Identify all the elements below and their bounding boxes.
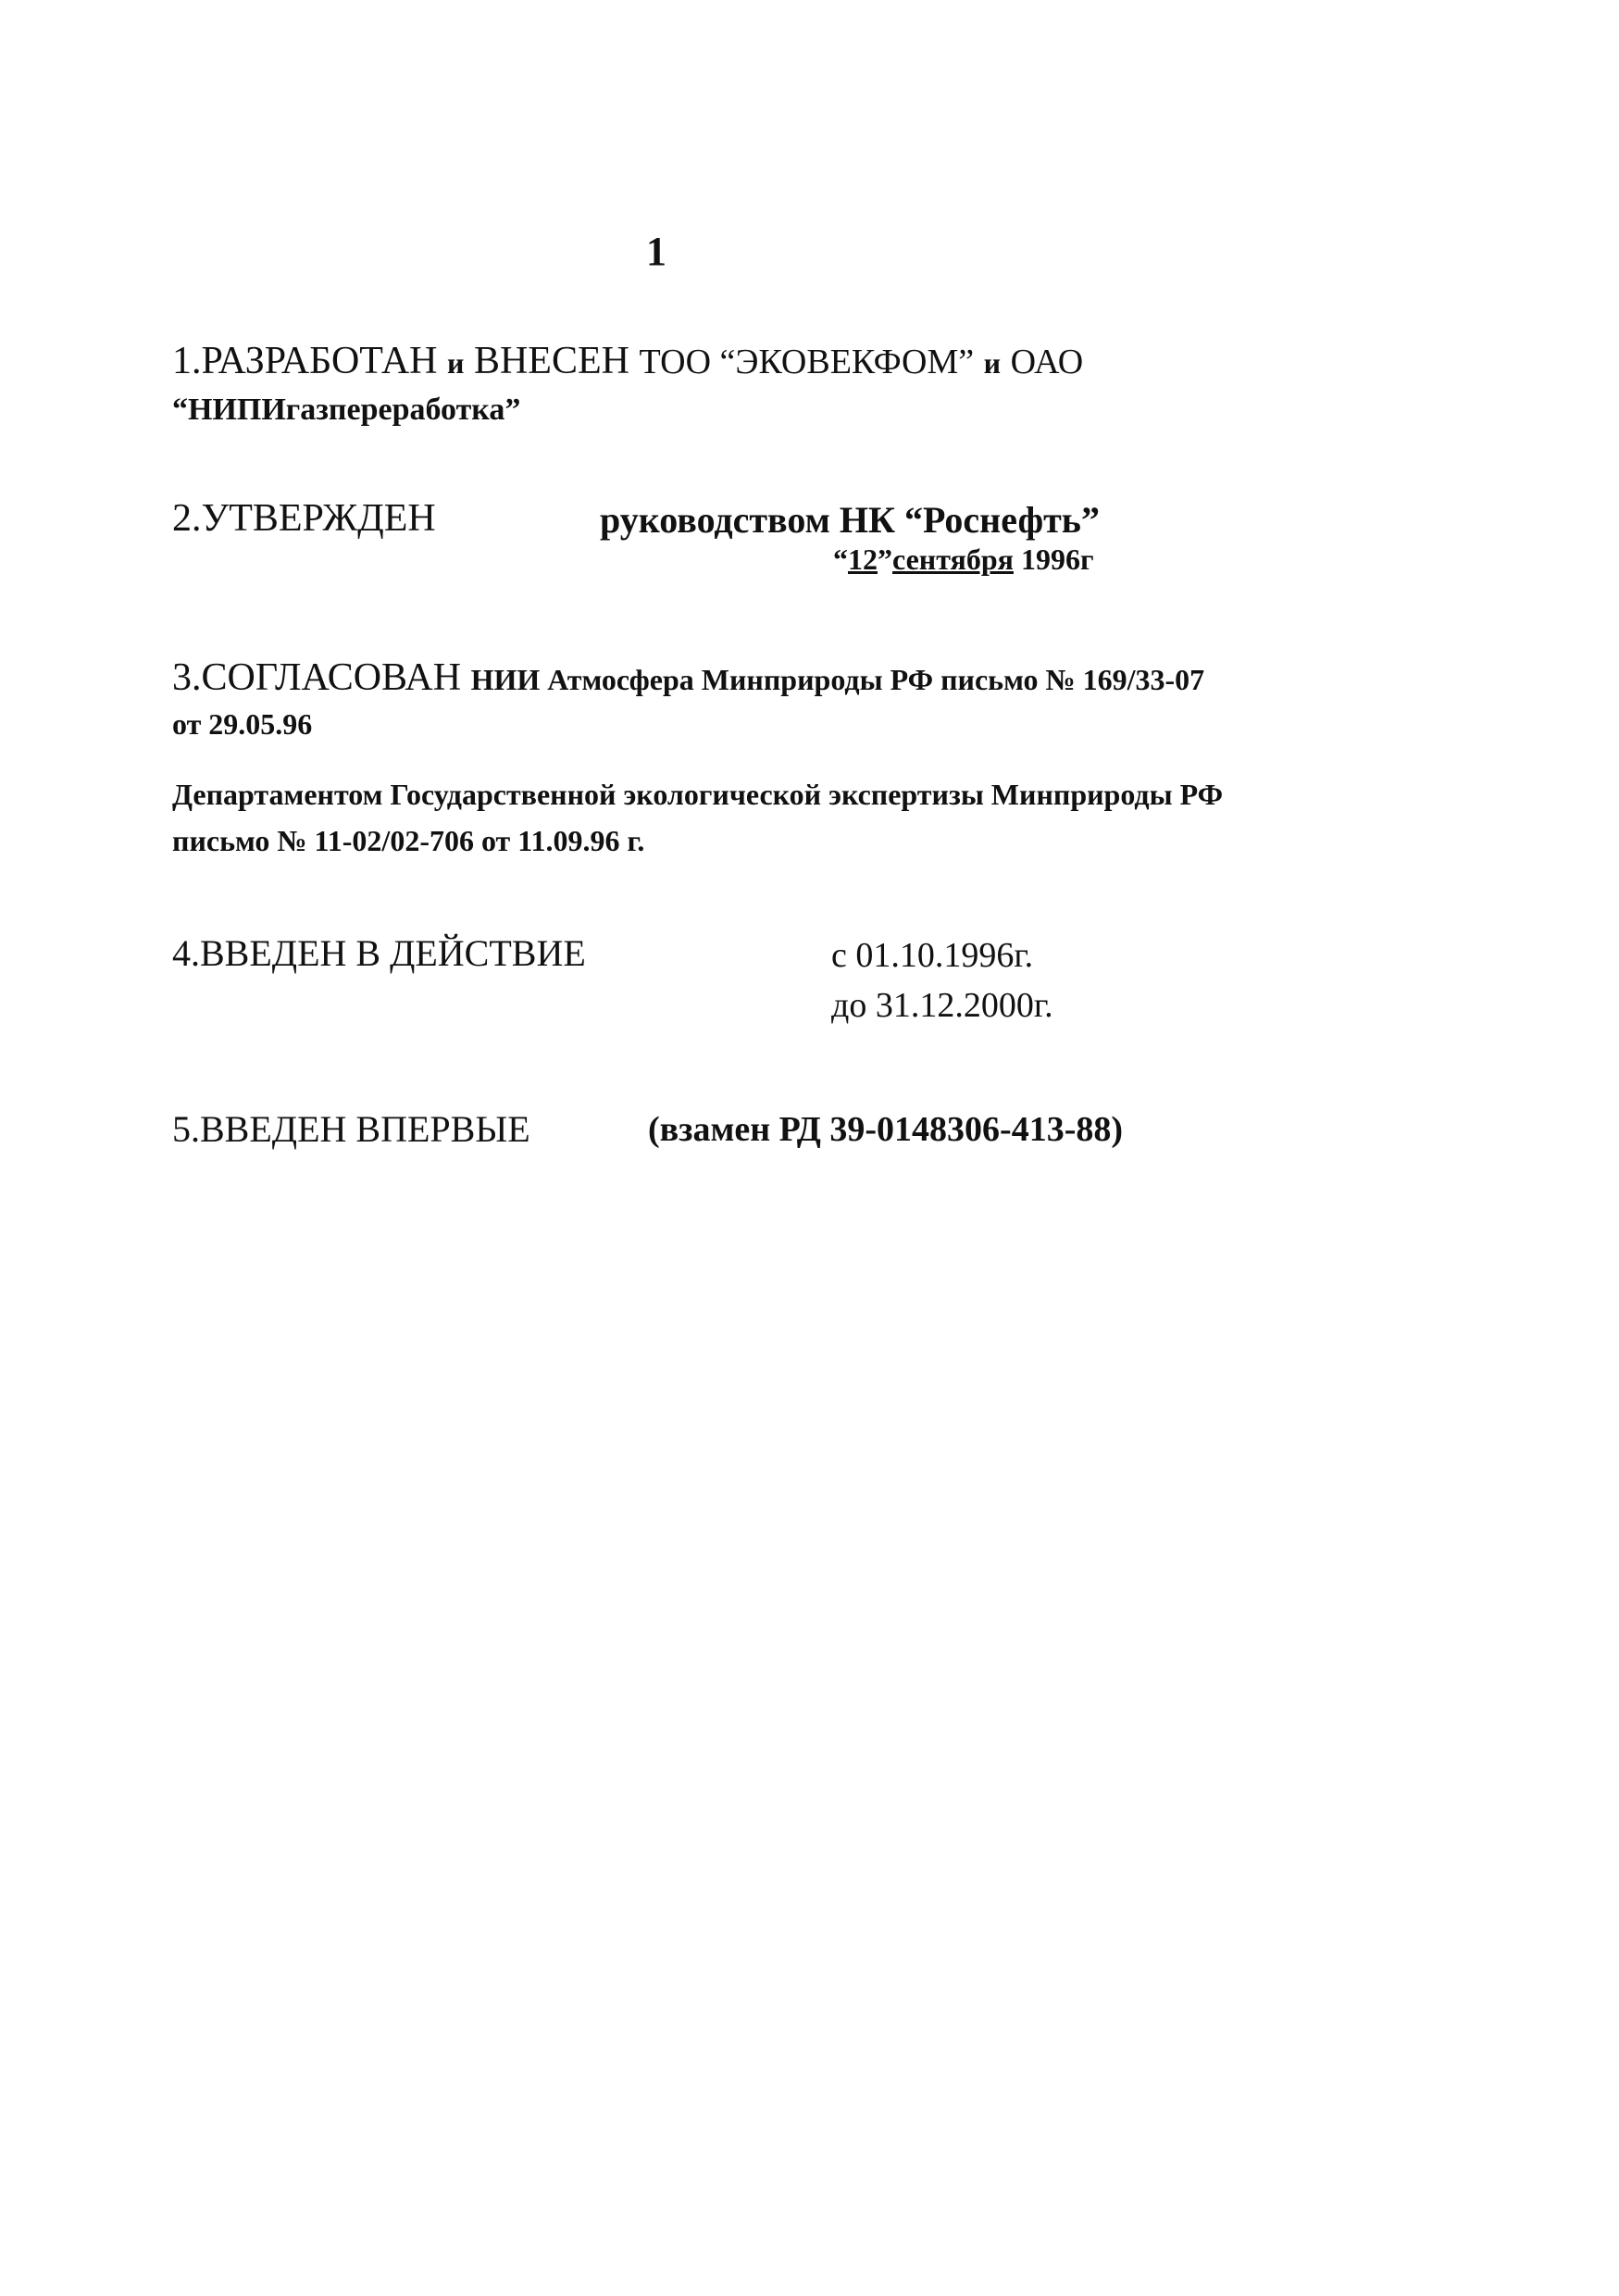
item2-label: 2.УТВЕРЖДЕН — [172, 497, 436, 540]
item5-label: 5.ВВЕДЕН ВПЕРВЫЕ — [172, 1108, 530, 1150]
item2-date-close: ” — [878, 543, 892, 576]
item1-conj2: и — [983, 346, 1002, 380]
item3-org: НИИ Атмосфера Минприроды РФ письмо № 169/33-07 — [470, 663, 1205, 696]
item3-label: 3.СОГЛАСОВАН — [172, 656, 462, 699]
item3-line — [172, 655, 1204, 700]
item1-label: 1.РАЗРАБОТАН — [172, 340, 438, 382]
item1-conj: и — [447, 346, 465, 380]
item3-date-line: от 29.05.96 — [172, 707, 313, 741]
item1-org2-name: “НИПИгазпереработка” — [172, 393, 521, 427]
item1-org1: ТОО “ЭКОВЕКФОМ” — [639, 343, 975, 381]
item2-date — [833, 543, 1093, 577]
item1-org2: ОАО — [1010, 343, 1084, 381]
item3-letter: письмо № 11-02/02-706 от 11.09.96 г. — [172, 824, 645, 857]
item4-from-date: с 01.10.1996г. — [831, 936, 1034, 975]
page-number: 1 — [646, 229, 666, 274]
item2-date-day: 12 — [848, 543, 878, 576]
item2-date-month: сентября — [892, 543, 1014, 576]
item3-department: Департаментом Государственной экологической экспертизы Минприроды РФ — [172, 778, 1224, 811]
item5-value: (взамен РД 39-0148306-413-88) — [648, 1110, 1123, 1149]
item4-to-date: до 31.12.2000г. — [831, 986, 1053, 1025]
item2-date-open: “ — [833, 543, 848, 576]
item1-verb: ВНЕСЕН — [473, 340, 629, 382]
item4-label: 4.ВВЕДЕН В ДЕЙСТВИЕ — [172, 932, 586, 974]
item2-value: руководством НК “Роснефть” — [600, 499, 1100, 541]
item2-date-year: 1996г — [1020, 543, 1094, 576]
item1-line — [172, 339, 1083, 383]
